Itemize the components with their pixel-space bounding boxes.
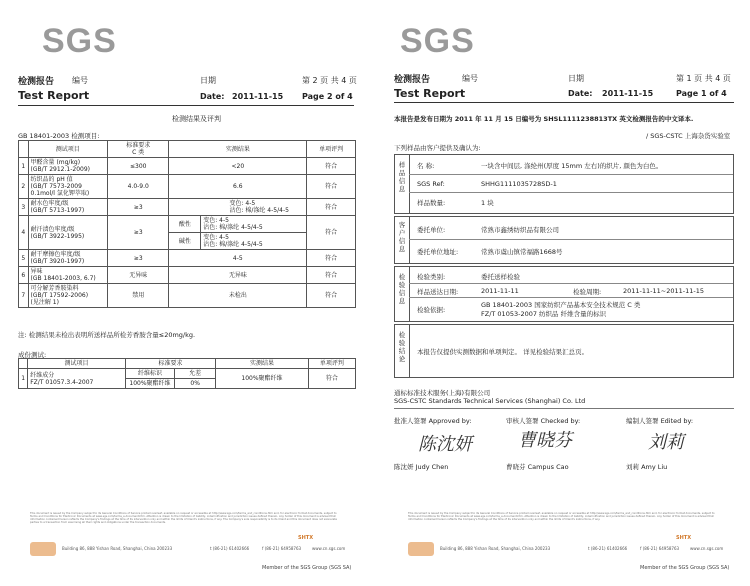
footer-web: www.cn.sgs.com bbox=[312, 546, 346, 551]
test-basis-value-2: FZ/T 01053-2007 纺织品 纤维含量的标识 bbox=[481, 310, 607, 318]
checker-signature: 曹晓芬 bbox=[518, 430, 572, 451]
table-row: 100%聚酯纤维 0% bbox=[19, 379, 356, 389]
edited-by-label: 编制人签署 Edited by: bbox=[626, 417, 694, 425]
checker-name: 曹晓芬 Campus Cao bbox=[506, 463, 569, 471]
table-row: 2 纺织品的 pH 值 (GB/T 7573-2009 0.1mol/l 氯化钾萃取) 4.0-9.0 6.6 符合 bbox=[19, 175, 356, 199]
table-row: 7 可分解芳香胺染料 (GB/T 17592-2006) (见注解 1) 禁用 未检出 符合 bbox=[19, 284, 356, 308]
client-unit-value: 常熟市鑫绣纺织品有限公司 bbox=[481, 226, 559, 234]
standard-line: GB 18401-2003 检测项目: bbox=[18, 132, 100, 140]
sgs-logo: SGS bbox=[400, 22, 475, 60]
date-label-cn: 日期 bbox=[200, 76, 216, 85]
sample-qty-label: 样品数量: bbox=[417, 199, 446, 207]
received-date-value: 2011-11-11 bbox=[481, 287, 519, 295]
report-date: 2011-11-15 bbox=[232, 92, 284, 101]
date-label-en: Date: bbox=[200, 92, 225, 101]
header-result: 实测结果 bbox=[169, 141, 307, 158]
member-line: Member of the SGS Group (SGS SA) bbox=[262, 565, 352, 571]
page-number-en: Page 1 of 4 bbox=[676, 89, 727, 98]
sample-qty-value: 1 块 bbox=[481, 199, 494, 207]
composition-table bbox=[18, 358, 356, 389]
code-label: 编号 bbox=[72, 76, 88, 85]
client-address-label: 委托单位地址: bbox=[417, 248, 459, 256]
checked-by-label: 审核人签署 Checked by: bbox=[506, 417, 581, 425]
terms-fine-print: This document is issued by the Company subject to its General Conditions of Service printed overleaf, available on request or accessible at http://www.sgs.com/terms_and_conditions.htm and, for electronic format documents, subject to Terms and Conditions for Electronic Documents at www.sgs.com/terms_e-document.htm. Attention is drawn to the limitation of liability, indemnification and jurisdiction issues defined therein. Any holder of this document is advised that information contained hereon reflects the Company's findings at the time of its intervention only and within the limits of Client's instructions, if any. The Company's sole responsibility is to its Client and this document does not exonerate parties to a transaction from exercising all their rights and obligations under the transaction documents. bbox=[30, 512, 338, 524]
lab-name: / SGS-CSTC 上海杂货实验室 bbox=[646, 132, 731, 140]
editor-signature: 刘莉 bbox=[648, 432, 684, 453]
sample-name-label: 名 称: bbox=[417, 162, 435, 170]
table-header-row: 测试项目 标准要求 实测结果 单项评判 bbox=[19, 359, 356, 369]
header-test-item: 测试项目 bbox=[28, 141, 107, 158]
report-page-1 bbox=[378, 0, 750, 586]
sgs-ref-label: SGS Ref: bbox=[417, 180, 445, 188]
inspection-type-label: 检验类别: bbox=[417, 273, 446, 281]
table-row: 碱性 变色: 4-5 沾色: 棉/涤纶 4-5/4-5 bbox=[19, 233, 356, 250]
composition-title: 成份测试: bbox=[18, 351, 47, 359]
header-rule bbox=[394, 102, 734, 103]
customer-info-label: 客户信息 bbox=[398, 221, 406, 253]
shtx-mark: SHTX bbox=[298, 535, 314, 541]
footer-phone: t (86-21) 61402666 bbox=[210, 546, 250, 551]
report-page-2 bbox=[0, 0, 372, 586]
section-title: 检测结果及评判 bbox=[172, 115, 221, 123]
received-date-label: 样品送达日期: bbox=[417, 288, 459, 296]
sgs-ref-value: SHHG1111035728SD-1 bbox=[481, 180, 557, 188]
approver-name: 陈沈妍 Judy Chen bbox=[394, 463, 449, 471]
report-title-en: Test Report bbox=[18, 89, 90, 102]
company-seal bbox=[408, 542, 434, 556]
header-requirement: 标准要求 C 类 bbox=[108, 141, 169, 158]
translation-intro: 本报告是发布日期为 2011 年 11 月 15 日编号为 SHSL1111238813TX 英文检测报告的中文译本. bbox=[394, 115, 694, 123]
inspection-info-label: 检验信息 bbox=[398, 273, 406, 305]
footer-web: www.cn.sgs.com bbox=[690, 546, 724, 551]
page-number-cn: 第 1 页 共 4 页 bbox=[676, 74, 731, 83]
footer-phone: t (86-21) 61402666 bbox=[588, 546, 628, 551]
report-title-cn: 检测报告 bbox=[394, 75, 431, 85]
member-line: Member of the SGS Group (SGS SA) bbox=[640, 565, 730, 571]
company-seal bbox=[30, 542, 56, 556]
test-basis-value-1: GB 18401-2003 国家纺织产品基本安全技术规范 C 类 bbox=[481, 301, 641, 309]
report-date: 2011-11-15 bbox=[602, 89, 654, 98]
terms-fine-print: This document is issued by the Company subject to its General Conditions of Service printed overleaf, available on request or accessible at http://www.sgs.com/terms_and_conditions.htm and, for electronic format documents, subject to Terms and Conditions for Electronic Documents at www.sgs.com/terms_e-document.htm. Attention is drawn to the limitation of liability, indemnification and jurisdiction issues defined therein. Any holder of this document is advised that information contained hereon reflects the Company's findings at the time of its intervention only and within the limits of Client's instructions, if any. bbox=[408, 512, 715, 521]
company-name-cn: 通标标准技术服务(上海)有限公司 bbox=[394, 389, 491, 397]
sample-info-block bbox=[394, 154, 734, 214]
code-label: 编号 bbox=[462, 74, 478, 83]
editor-name: 刘莉 Amy Liu bbox=[626, 463, 668, 471]
page-number-cn: 第 2 页 共 4 页 bbox=[302, 76, 357, 85]
footer-address: Building 86, 888 Yishan Road, Shanghai, China 200233 bbox=[440, 546, 551, 551]
client-line: 下列样品由客户提供及确认为: bbox=[394, 144, 481, 152]
page-number-en: Page 2 of 4 bbox=[302, 92, 353, 101]
inspection-type-value: 委托送样检验 bbox=[481, 273, 520, 281]
table-row: 5 耐干摩擦色牢度/级 (GB/T 3920-1997) ≥3 4-5 符合 bbox=[19, 250, 356, 267]
report-title-cn: 检测报告 bbox=[18, 77, 55, 87]
table-row: 1 甲醛含量 (mg/kg) (GB/T 2912.1-2009) ≤300 <20 符合 bbox=[19, 158, 356, 175]
table-row: 6 异味 (GB 18401-2003, 6.7) 无异味 无异味 符合 bbox=[19, 267, 356, 284]
table-row: 1 纤维成分 FZ/T 01057.3.4-2007 纤维标识 允差 100%聚酯纤维 符合 bbox=[19, 369, 356, 379]
sample-info-label: 样品信息 bbox=[398, 161, 406, 193]
header-verdict: 单项评判 bbox=[307, 141, 356, 158]
client-unit-label: 委托单位: bbox=[417, 226, 446, 234]
report-title-en: Test Report bbox=[394, 87, 466, 100]
sample-name-value: 一块含中间层, 涤纶州(厚度 15mm 左右)的织片, 颜色为白色。 bbox=[481, 162, 663, 170]
test-period-value: 2011-11-11~2011-11-15 bbox=[623, 287, 704, 295]
client-address-value: 常熟市虞山镇常福路1668号 bbox=[481, 248, 563, 256]
date-label-cn: 日期 bbox=[568, 74, 584, 83]
conclusion-label: 检验结论 bbox=[398, 331, 406, 363]
header-rule bbox=[18, 105, 354, 106]
approved-by-label: 批准人签署 Approved by: bbox=[394, 417, 472, 425]
conclusion-block bbox=[394, 324, 734, 378]
footer-address: Building 86, 888 Yishan Road, Shanghai, China 200233 bbox=[62, 546, 173, 551]
approver-signature: 陈沈妍 bbox=[418, 434, 472, 455]
footer-fax: f (86-21) 64958763 bbox=[640, 546, 680, 551]
conclusion-value: 本报告仅提供实测数据和单项判定。 详见检验结果汇总页。 bbox=[417, 348, 589, 356]
results-table bbox=[18, 140, 356, 308]
company-name-en: SGS-CSTC Standards Technical Services (Shanghai) Co. Ltd bbox=[394, 397, 586, 405]
note-line: 注: 检测结果未检出表明所送样品所检芳香胺含量≤20mg/kg. bbox=[18, 331, 196, 339]
table-header-row bbox=[19, 141, 356, 158]
table-row: 3 耐水色牢度/级 (GB/T 5713-1997) ≥3 变色: 4-5 沾色: 棉/涤纶 4-5/4-5 符合 bbox=[19, 199, 356, 216]
test-period-label: 检验周期: bbox=[573, 288, 602, 296]
inspection-info-block bbox=[394, 266, 734, 322]
shtx-mark: SHTX bbox=[676, 535, 692, 541]
customer-info-block bbox=[394, 216, 734, 264]
sgs-logo: SGS bbox=[42, 22, 117, 60]
date-label-en: Date: bbox=[568, 89, 593, 98]
footer-fax: f (86-21) 64958763 bbox=[262, 546, 302, 551]
table-row: 4 耐汗渍色牢度/级 (GB/T 3922-1995) ≥3 酸性 变色: 4-5 沾色: 棉/涤纶 4-5/4-5 符合 bbox=[19, 216, 356, 233]
test-basis-label: 检验依据: bbox=[417, 306, 446, 314]
